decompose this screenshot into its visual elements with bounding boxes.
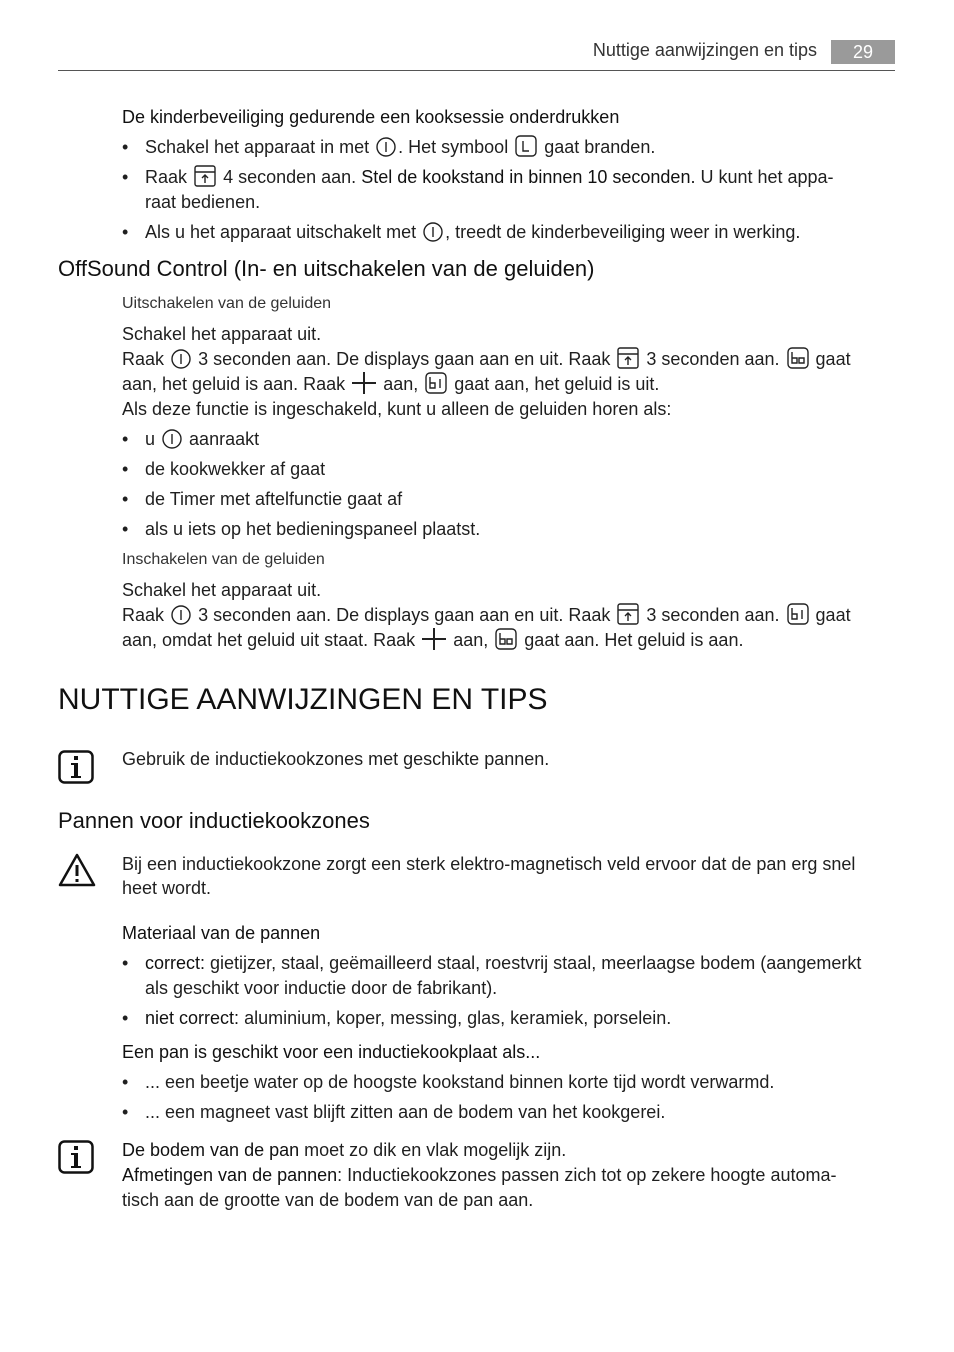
paragraph-line xyxy=(122,347,851,371)
warning-text: heet wordt. xyxy=(122,878,212,898)
text: 3 seconden aan. xyxy=(646,349,780,369)
lock-key-icon xyxy=(194,165,216,187)
power-icon xyxy=(162,429,182,449)
offsound-title: OffSound Control (In- en uitschakelen van de geluiden) xyxy=(58,256,595,281)
sound-off-display-icon xyxy=(425,372,447,394)
paragraph-line xyxy=(122,628,743,652)
list-item xyxy=(145,1006,671,1030)
paragraph-line xyxy=(122,372,659,396)
text: Als u het apparaat uitschakelt met xyxy=(145,222,417,242)
child-lock-heading: De kinderbeveiliging gedurende een kooksessie onderdrukken xyxy=(122,107,620,127)
text: aan, xyxy=(383,374,419,394)
info-text: tisch aan de grootte van de bodem van de pan aan. xyxy=(122,1190,534,1210)
paragraph-line xyxy=(122,603,851,627)
material-heading: Materiaal van de pannen xyxy=(122,923,321,943)
text: u xyxy=(145,429,156,449)
offsound-off-label: Uitschakelen van de geluiden xyxy=(122,295,332,312)
suitable-heading: Een pan is geschikt voor een inductiekookplaat als... xyxy=(122,1042,541,1062)
pans-title: Pannen voor inductiekookzones xyxy=(58,808,370,833)
info-text: Gebruik de inductiekookzones met geschikte pannen. xyxy=(122,749,550,769)
bullet: • xyxy=(122,222,129,242)
warning-text: Bij een inductiekookzone zorgt een sterk elektro-magnetisch veld ervoor dat de pan erg snel xyxy=(122,854,856,874)
text: gietijzer, staal, geëmailleerd staal, roestvrij staal, meerlaagse bodem (aangemerkt xyxy=(210,953,862,973)
power-icon xyxy=(376,137,396,157)
list-item xyxy=(145,951,861,975)
text: , treedt de kinderbeveiliging weer in werking. xyxy=(445,222,801,242)
paragraph-line: Schakel het apparaat uit. xyxy=(122,324,322,344)
list-item: de Timer met aftelfunctie gaat af xyxy=(145,489,403,509)
emphasis-text: Stel de kookstand in binnen 10 seconden. xyxy=(361,167,696,187)
text: aan, xyxy=(453,630,489,650)
text: U kunt het appa- xyxy=(700,167,834,187)
bullet: • xyxy=(122,1008,129,1028)
text: aan, het geluid is aan. Raak xyxy=(122,374,346,394)
lock-key-icon xyxy=(617,347,639,369)
text: gaat xyxy=(815,605,851,625)
bullet: • xyxy=(122,519,129,539)
text: aluminium, koper, messing, glas, keramiek, porselein. xyxy=(244,1008,672,1028)
text: Raak xyxy=(122,605,165,625)
info-text xyxy=(122,1163,836,1187)
bullet: • xyxy=(122,489,129,509)
sound-on-display-icon xyxy=(495,628,517,650)
sound-off-display-icon xyxy=(787,603,809,625)
list-item-continuation: als geschikt voor inductie door de fabrikant). xyxy=(145,978,498,998)
plus-icon xyxy=(352,372,376,394)
text: aan, omdat het geluid uit staat. Raak xyxy=(122,630,416,650)
text: 3 seconden aan. De displays gaan aan en uit. Raak xyxy=(198,605,611,625)
text: gaat aan. Het geluid is aan. xyxy=(524,630,744,650)
list-item xyxy=(145,135,655,159)
text: gaat branden. xyxy=(544,137,656,157)
bullet: • xyxy=(122,137,129,157)
list-item: als u iets op het bedieningspaneel plaatst. xyxy=(145,519,481,539)
plus-icon xyxy=(422,628,446,650)
text: 3 seconden aan. xyxy=(646,605,780,625)
emphasis-text: Afmetingen van de pannen xyxy=(122,1165,338,1185)
sound-on-display-icon xyxy=(787,347,809,369)
info-icon xyxy=(58,1140,94,1179)
bullet: • xyxy=(122,167,129,187)
list-item: ... een beetje water op de hoogste kookstand binnen korte tijd wordt verwarmd. xyxy=(145,1072,775,1092)
emphasis-text: De bodem van de pan xyxy=(122,1140,300,1160)
text: . Het symbool xyxy=(398,137,509,157)
text: 4 seconden aan. xyxy=(223,167,357,187)
power-icon xyxy=(423,222,443,242)
list-item xyxy=(145,165,834,189)
emphasis-text: niet correct: xyxy=(145,1008,240,1028)
text: Raak xyxy=(122,349,165,369)
text: gaat aan, het geluid is uit. xyxy=(454,374,660,394)
emphasis-text: correct: xyxy=(145,953,206,973)
lock-l-icon xyxy=(515,135,537,157)
bullet: • xyxy=(122,1072,129,1092)
tips-title: NUTTIGE AANWIJZINGEN EN TIPS xyxy=(58,683,548,716)
info-text xyxy=(122,1138,566,1162)
text: : Inductiekookzones passen zich tot op zekere hoogte automa- xyxy=(337,1165,837,1185)
list-item xyxy=(145,220,800,244)
header-divider xyxy=(58,70,895,71)
text: gaat xyxy=(815,349,851,369)
offsound-on-label: Inschakelen van de geluiden xyxy=(122,551,325,568)
text: Raak xyxy=(145,167,188,187)
list-item: ... een magneet vast blijft zitten aan de bodem van het kookgerei. xyxy=(145,1102,666,1122)
text: moet zo dik en vlak mogelijk zijn. xyxy=(304,1140,567,1160)
paragraph-line: Als deze functie is ingeschakeld, kunt u alleen de geluiden horen als: xyxy=(122,399,672,419)
bullet: • xyxy=(122,953,129,973)
paragraph-line: Schakel het apparaat uit. xyxy=(122,580,322,600)
text: 3 seconden aan. De displays gaan aan en uit. Raak xyxy=(198,349,611,369)
page-number-badge: 29 xyxy=(831,40,895,64)
text: aanraakt xyxy=(189,429,260,449)
bullet: • xyxy=(122,459,129,479)
list-item: de kookwekker af gaat xyxy=(145,459,326,479)
list-item-continuation: raat bedienen. xyxy=(145,192,261,212)
power-icon xyxy=(171,605,191,625)
bullet: • xyxy=(122,1102,129,1122)
warning-icon xyxy=(58,852,96,893)
running-header-title: Nuttige aanwijzingen en tips xyxy=(592,40,817,60)
text: Schakel het apparaat in met xyxy=(145,137,370,157)
bullet: • xyxy=(122,429,129,449)
power-icon xyxy=(171,349,191,369)
list-item xyxy=(145,427,259,451)
info-icon xyxy=(58,750,94,789)
lock-key-icon xyxy=(617,603,639,625)
